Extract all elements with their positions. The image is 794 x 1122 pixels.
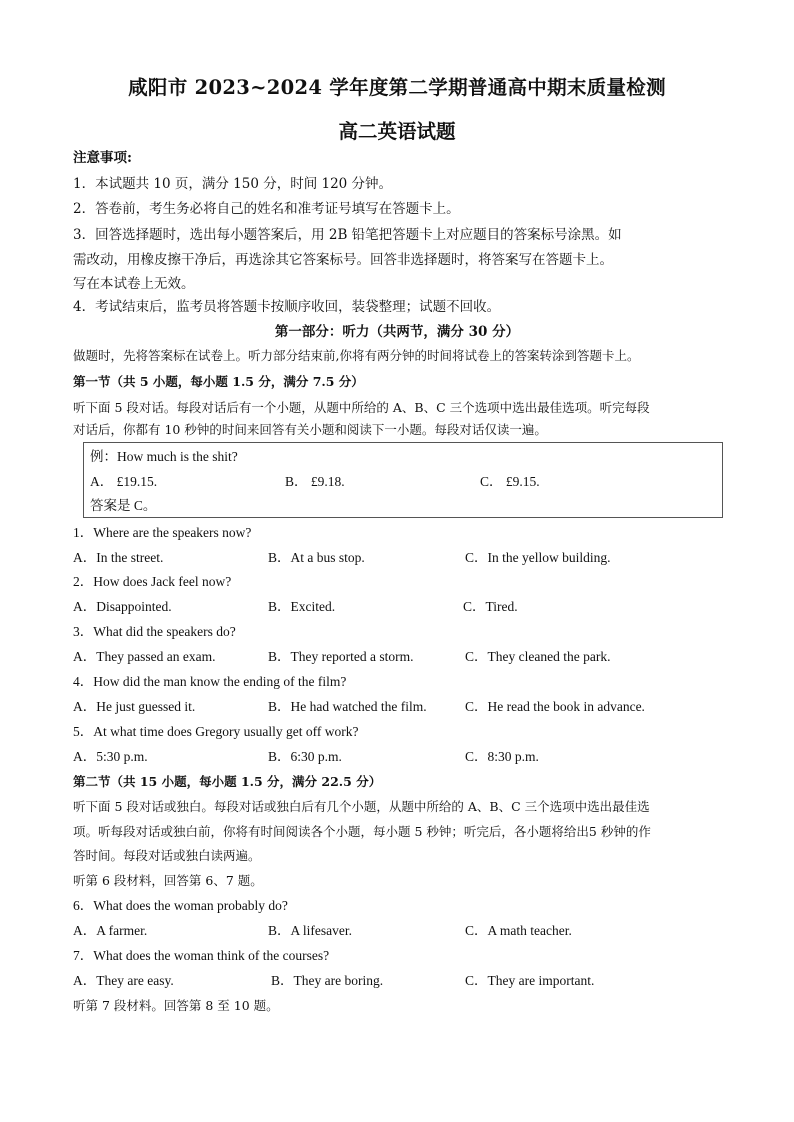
section2-instruction: 答时间。每段对话或独白读两遍。 — [73, 848, 261, 863]
note-item: 写在本试卷上无效。 — [73, 276, 195, 292]
option-6c: C．A math teacher. — [465, 923, 572, 938]
option-5a: A．5:30 p.m. — [73, 749, 148, 764]
material-7-note: 听第 7 段材料。回答第 8 至 10 题。 — [73, 998, 279, 1013]
question-6: 6．What does the woman probably do? — [73, 898, 288, 913]
option-7b: B．They are boring. — [271, 973, 384, 988]
note-item: 1．本试题共 10 页，满分 150 分，时间 120 分钟。 — [73, 176, 393, 192]
option-6b: B．A lifesaver. — [268, 923, 352, 938]
option-5b: B．6:30 p.m. — [268, 749, 342, 764]
option-1b: B．At a bus stop. — [268, 550, 365, 565]
example-answer: 答案是 C。 — [90, 498, 157, 513]
option-2a: A．Disappointed. — [73, 599, 172, 614]
section1-instruction: 听下面 5 段对话。每段对话后有一个小题，从题中所给的 A、B、C 三个选项中选出最佳选项。听完每段 — [73, 400, 650, 415]
option-4b: B．He had watched the film. — [268, 699, 427, 714]
note-item: 3．回答选择题时，选出每小题答案后，用 2B 铅笔把答题卡上对应题目的答案标号涂黑。如 — [73, 227, 622, 243]
exam-title: 咸阳市 2023~2024 学年度第二学期普通高中期末质量检测 — [128, 76, 666, 99]
note-item: 4．考试结束后，监考员将答题卡按顺序收回，装袋整理；试题不回收。 — [73, 299, 501, 315]
option-4c: C．He read the book in advance. — [465, 699, 645, 714]
section1-heading: 第一节（共 5 小题，每小题 1.5 分，满分 7.5 分） — [73, 374, 364, 389]
option-7a: A．They are easy. — [73, 973, 174, 988]
question-1: 1．Where are the speakers now? — [73, 525, 252, 540]
option-1c: C．In the yellow building. — [465, 550, 611, 565]
part1-heading: 第一部分：听力（共两节，满分 30 分） — [274, 324, 520, 340]
option-3a: A．They passed an exam. — [73, 649, 216, 664]
example-option-b: B． £9.18. — [285, 474, 345, 489]
option-6a: A．A farmer. — [73, 923, 148, 938]
material-6-note: 听第 6 段材料，回答第 6、7 题。 — [73, 873, 263, 888]
option-7c: C．They are important. — [465, 973, 595, 988]
example-question: 例：How much is the shit? — [90, 449, 238, 464]
section2-heading: 第二节（共 15 小题，每小题 1.5 分，满分 22.5 分） — [73, 774, 382, 789]
option-2c: C．Tired. — [463, 599, 518, 614]
option-5c: C．8:30 p.m. — [465, 749, 539, 764]
option-2b: B．Excited. — [268, 599, 336, 614]
question-7: 7．What does the woman think of the courses? — [73, 948, 330, 963]
option-1a: A．In the street. — [73, 550, 164, 565]
example-option-a: A． £19.15. — [90, 474, 158, 489]
section2-instruction: 项。听每段对话或独白前，你将有时间阅读各个小题，每小题 5 秒钟；听完后，各小题将给出5 秒钟的作 — [73, 824, 651, 839]
note-item: 2．答卷前，考生务必将自己的姓名和准考证号填写在答题卡上。 — [73, 201, 460, 217]
option-3b: B．They reported a storm. — [268, 649, 414, 664]
option-3c: C．They cleaned the park. — [465, 649, 611, 664]
question-4: 4．How did the man know the ending of the film? — [73, 674, 347, 689]
section2-instruction: 听下面 5 段对话或独白。每段对话或独白后有几个小题，从题中所给的 A、B、C 三个选项中选出最佳选 — [73, 799, 650, 814]
example-option-c: C． £9.15. — [480, 474, 540, 489]
section1-instruction: 对话后，你都有 10 秒钟的时间来回答有关小题和阅读下一小题。每段对话仅读一遍。 — [73, 422, 547, 437]
option-4a: A．He just guessed it. — [73, 699, 196, 714]
part1-instruction: 做题时，先将答案标在试卷上。听力部分结束前,你将有两分钟的时间将试卷上的答案转涂到答题卡上。 — [73, 348, 640, 363]
question-5: 5．At what time does Gregory usually get off work? — [73, 724, 359, 739]
question-3: 3．What did the speakers do? — [73, 624, 236, 639]
notes-heading: 注意事项: — [73, 150, 132, 166]
question-2: 2．How does Jack feel now? — [73, 574, 232, 589]
note-item: 需改动，用橡皮擦干净后，再选涂其它答案标号。回答非选择题时，将答案写在答题卡上。 — [73, 252, 613, 268]
exam-subtitle: 高二英语试题 — [338, 120, 456, 143]
